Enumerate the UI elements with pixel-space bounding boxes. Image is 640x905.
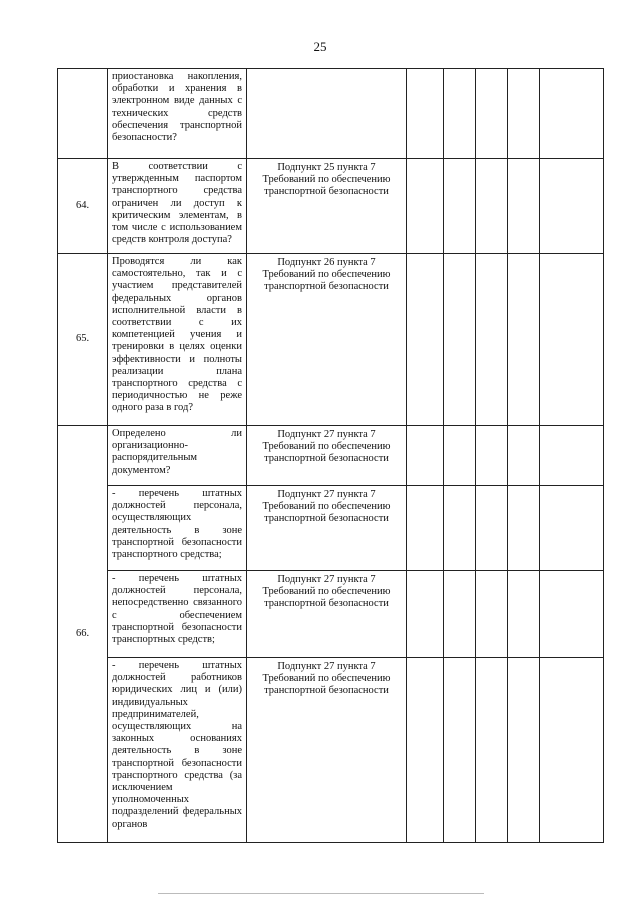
checklist-table — [57, 68, 604, 843]
check-cell — [444, 159, 476, 254]
note-cell — [540, 426, 604, 486]
table-row — [58, 658, 604, 843]
table-row — [58, 426, 604, 486]
check-cell — [476, 69, 508, 159]
check-cell — [407, 571, 444, 658]
row-number: 65. — [58, 254, 108, 426]
check-cell — [508, 254, 540, 426]
check-cell — [476, 571, 508, 658]
note-cell — [540, 159, 604, 254]
table-row — [58, 159, 604, 254]
check-cell — [476, 658, 508, 843]
check-cell — [508, 69, 540, 159]
check-cell — [407, 486, 444, 571]
check-cell — [508, 658, 540, 843]
check-cell — [444, 486, 476, 571]
question-cell: приостановка накопления, обработки и хранения в электронном виде данных с технических средств обеспечения транспортной безопасности? — [108, 69, 247, 159]
table-row — [58, 69, 604, 159]
check-cell — [508, 486, 540, 571]
reference-cell: Подпункт 27 пункта 7 Требований по обеспечению транспортной безопасности — [247, 486, 407, 571]
check-cell — [476, 486, 508, 571]
check-cell — [407, 254, 444, 426]
reference-cell: Подпункт 27 пункта 7 Требований по обеспечению транспортной безопасности — [247, 571, 407, 658]
check-cell — [444, 254, 476, 426]
reference-cell: Подпункт 25 пункта 7 Требований по обеспечению транспортной безопасности — [247, 159, 407, 254]
page-number: 25 — [313, 39, 327, 54]
check-cell — [508, 159, 540, 254]
row-number — [58, 69, 108, 159]
note-cell — [540, 571, 604, 658]
reference-cell: Подпункт 26 пункта 7 Требований по обеспечению транспортной безопасности — [247, 254, 407, 426]
table-row — [58, 254, 604, 426]
question-cell: - перечень штатных должностей персонала, непосредственно связанного с обеспечением транспортной безопасности транспортных средств; — [108, 571, 247, 658]
question-cell: Проводятся ли как самостоятельно, так и с участием представителей федеральных органов исполнительной власти в соответствии с их компетенцией учения и тренировки в целях оценки эффективности и полноты реализации плана транспортного средства с периодичностью не реже одного раза в год? — [108, 254, 247, 426]
question-cell: В соответствии с утвержденным паспортом транспортного средства ограничен ли доступ к критическим элементам, в том числе с использованием средств контроля доступа? — [108, 159, 247, 254]
check-cell — [407, 159, 444, 254]
row-number: 66. — [58, 426, 108, 843]
check-cell — [407, 69, 444, 159]
check-cell — [444, 571, 476, 658]
note-cell — [540, 658, 604, 843]
question-cell: - перечень штатных должностей работников юридических лиц и (или) индивидуальных предпринимателей, осуществляющих на законных основаниях деятельность в зоне транспортной безопасности транспортного средства (за исключением уполномоченных подразделений федеральных органов — [108, 658, 247, 843]
check-cell — [476, 159, 508, 254]
check-cell — [444, 426, 476, 486]
table-row — [58, 571, 604, 658]
table-row — [58, 486, 604, 571]
row-number: 64. — [58, 159, 108, 254]
check-cell — [444, 69, 476, 159]
check-cell — [476, 426, 508, 486]
question-cell: - перечень штатных должностей персонала, осуществляющих деятельность в зоне транспортной безопасности транспортного средства; — [108, 486, 247, 571]
reference-cell: Подпункт 27 пункта 7 Требований по обеспечению транспортной безопасности — [247, 426, 407, 486]
check-cell — [508, 571, 540, 658]
note-cell — [540, 486, 604, 571]
note-cell — [540, 69, 604, 159]
page-edge-line — [158, 893, 484, 894]
check-cell — [407, 426, 444, 486]
note-cell — [540, 254, 604, 426]
check-cell — [508, 426, 540, 486]
check-cell — [407, 658, 444, 843]
question-cell: Определено ли организационно-распорядительным документом? — [108, 426, 247, 486]
check-cell — [476, 254, 508, 426]
check-cell — [444, 658, 476, 843]
reference-cell: Подпункт 27 пункта 7 Требований по обеспечению транспортной безопасности — [247, 658, 407, 843]
reference-cell — [247, 69, 407, 159]
